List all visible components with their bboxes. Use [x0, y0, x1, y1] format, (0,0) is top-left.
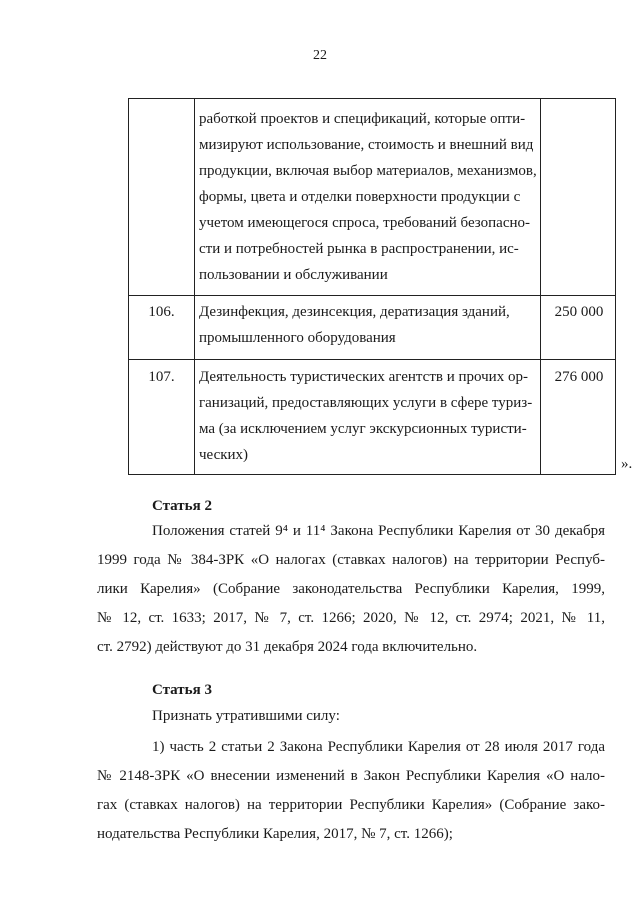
article-3-heading: Статья 3 [152, 682, 212, 698]
page-number: 22 [313, 48, 327, 63]
table-text-line: промышленного оборудования [199, 330, 396, 346]
table-text-line: мизируют использование, стоимость и внешний вид [199, 137, 534, 153]
row-divider [129, 295, 615, 296]
paragraph-line: гах (ставках налогов) на территории Республики Карелия» (Собрание зако- [97, 797, 605, 813]
paragraph-line: № 12, ст. 1633; 2017, № 7, ст. 1266; 2020, № 12, ст. 2974; 2021, № 11, [97, 610, 605, 626]
table-text-line: работкой проектов и спецификаций, которые опти- [199, 111, 526, 127]
column-divider [540, 99, 541, 474]
table-row-number: 107. [148, 369, 175, 385]
paragraph-line: лики Карелия» (Собрание законодательства Республики Карелия, 1999, [97, 581, 605, 597]
table-row-continuation-description [199, 106, 535, 288]
table-text-line: учетом имеющегося спроса, требований безопасно- [199, 215, 531, 231]
table-text-line: продукции, включая выбор материалов, механизмов, [199, 163, 537, 179]
paragraph-line: нодательства Республики Карелия, 2017, № 7, ст. 1266); [97, 826, 453, 842]
activities-table [128, 98, 616, 475]
paragraph-line: ст. 2792) действуют до 31 декабря 2024 года включительно. [97, 639, 478, 655]
table-row-number: 106. [148, 304, 175, 320]
table-row-amount: 250 000 [554, 304, 604, 320]
article-3-item-1 [97, 733, 605, 849]
table-text-line: ганизаций, предоставляющих услуги в сфере туриз- [199, 395, 533, 411]
paragraph-line: 1) часть 2 статьи 2 Закона Республики Карелия от 28 июля 2017 года [152, 739, 605, 755]
table-text-line: ма (за исключением услуг экскурсионных туристи- [199, 421, 527, 437]
column-divider [194, 99, 195, 474]
paragraph-line: Положения статей 9⁴ и 11⁴ Закона Республики Карелия от 30 декабря [152, 523, 605, 539]
table-text-line: ческих) [199, 447, 249, 463]
article-2-paragraph [97, 517, 605, 662]
table-text-line: Деятельность туристических агентств и прочих ор- [199, 369, 528, 385]
table-text-line: формы, цвета и отделки поверхности продукции с [199, 189, 521, 205]
table-text-line: пользовании и обслуживании [199, 267, 388, 283]
table-text-line: Дезинфекция, дезинсекция, дератизация зданий, [199, 304, 510, 320]
closing-quote: ». [621, 456, 633, 472]
article-2-heading: Статья 2 [152, 498, 212, 514]
paragraph-line: 1999 года № 384-ЗРК «О налогах (ставках налогов) на территории Респуб- [97, 552, 605, 568]
row-divider [129, 359, 615, 360]
table-text-line: сти и потребностей рынка в распространении, ис- [199, 241, 519, 257]
article-3-intro [152, 702, 605, 731]
paragraph-line: Признать утратившими силу: [152, 708, 340, 724]
table-row-amount: 276 000 [554, 369, 604, 385]
paragraph-line: № 2148-ЗРК «О внесении изменений в Закон Республики Карелия «О нало- [97, 768, 605, 784]
table-row-description [199, 299, 535, 351]
table-row-description [199, 364, 535, 468]
